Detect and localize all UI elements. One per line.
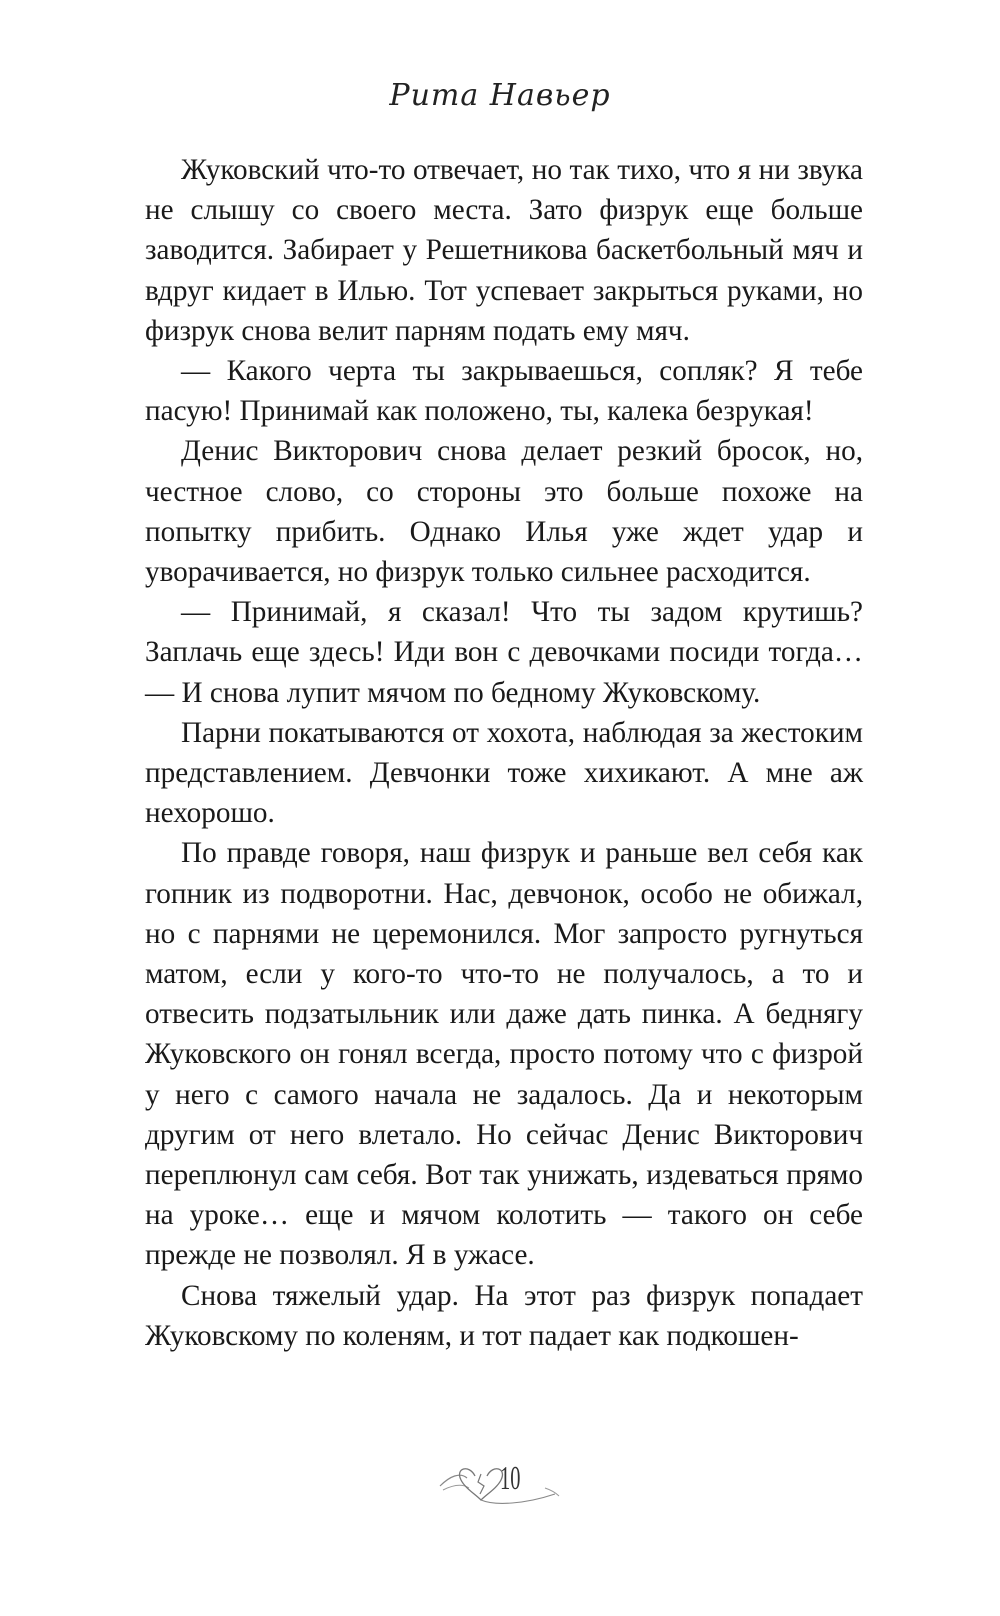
page-footer (0, 1458, 1000, 1518)
page-number: 10 (500, 1460, 521, 1497)
running-head-author: Рита Навьер (389, 78, 611, 113)
paragraph: Парни покатываются от хохота, наблюдая за жестоким представлением. Девчонки тоже хихикают. А мне аж нехорошо. (145, 716, 863, 830)
body-text (145, 150, 863, 1356)
paragraph: — Какого черта ты закрываешься, сопляк? Я тебе пасую! Принимай как положено, ты, калека безрукая! (145, 355, 863, 428)
paragraph: По правде говоря, наш физрук и раньше вел себя как гопник из подворотни. Нас, девчонок, особо не обижал, но с парнями не церемонился. Мог запросто ругнуться матом, если у кого-то что-то не получалось, а то и отвесить подзатыльник или даже дать пинка. А беднягу Жуковского он гонял всегда, просто потому что с физрой у него с самого начала не задалось. Да и некоторым другим от него влетало. Но сейчас Денис Викторович переплюнул сам себя. Вот так унижать, издеваться прямо на уроке… еще и мячом колотить — такого он себе прежде не позволял. Я в ужасе. (145, 837, 863, 1272)
paragraph: Снова тяжелый удар. На этот раз физрук попадает Жуковскому по коленям, и тот падает как подкошен- (145, 1279, 863, 1352)
paragraph: Денис Викторович снова делает резкий бросок, но, честное слово, со стороны это больше похоже на попытку прибить. Однако Илья уже ждет удар и уворачивается, но физрук только сильнее расходится. (145, 435, 863, 589)
paragraph: Жуковский что-то отвечает, но так тихо, что я ни звука не слышу со своего места. Зато физрук еще больше заводится. Забирает у Решетникова баскетбольный мяч и вдруг кидает в Илью. Тот успевает закрыться руками, но физрук снова велит парням подать ему мяч. (145, 154, 863, 347)
paragraph: — Принимай, я сказал! Что ты задом крутишь? Заплачь еще здесь! Иди вон с девочками посиди тогда… — И снова лупит мячом по бедному Жуковскому. (145, 596, 863, 709)
